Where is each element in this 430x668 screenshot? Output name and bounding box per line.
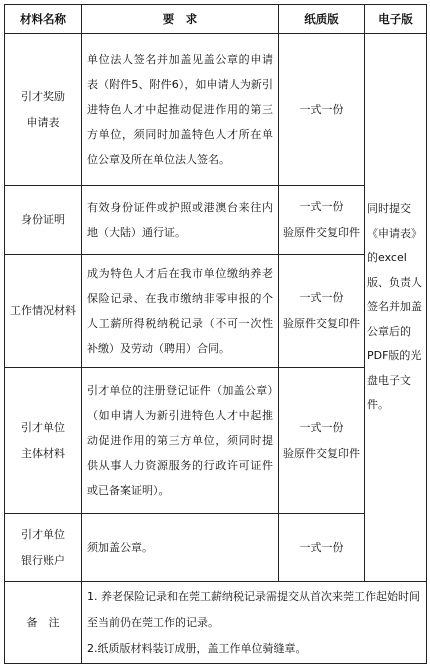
table-row [5, 34, 427, 186]
table-row [5, 368, 427, 514]
paper-line: 验原件交复印件 [283, 226, 360, 239]
requirement-text: 引才单位的注册登记证件（加盖公章）（如申请人为新引进特色人才中起推动促进作用的第三方单位，须同时提供从事人力资源服务的行政许可证件或已备案证明）。 [82, 368, 279, 514]
paper-requirement [279, 514, 365, 582]
notes-content [82, 582, 427, 664]
notes-row [5, 582, 427, 664]
paper-line: 一式一份 [299, 102, 344, 116]
paper-line: 一式一份 [299, 200, 344, 213]
material-name [5, 186, 82, 255]
paper-line: 一式一份 [299, 540, 344, 554]
material-name-line: 银行账户 [21, 553, 65, 567]
paper-line: 一式一份 [299, 291, 344, 304]
material-name-line: 申请表 [26, 115, 60, 129]
paper-requirement [279, 186, 365, 255]
paper-line: 验原件交复印件 [283, 317, 360, 330]
material-name [5, 255, 82, 368]
header-material-name: 材料名称 [5, 5, 82, 34]
material-name-line: 工作情况材料 [10, 304, 76, 317]
requirement-text: 有效身份证件或护照或港澳台来往内地（大陆）通行证。 [82, 186, 279, 255]
requirements-table [4, 4, 427, 664]
electronic-requirement: 同时提交《申请表》的excel版、负责人签名并加盖公章后的PDF版的光盘电子文件。 [365, 34, 427, 582]
material-name-line: 主体材料 [21, 446, 65, 460]
paper-requirement [279, 34, 365, 186]
note-item: 1. 养老保险记录和在莞工薪纳税记录需提交从首次来莞工作起始时间至当前仍在莞工作的记录。 [87, 589, 420, 629]
header-electronic: 电子版 [365, 5, 427, 34]
material-name [5, 368, 82, 514]
notes-label: 备 注 [5, 582, 82, 664]
material-name-line: 引才奖励 [21, 89, 65, 103]
requirement-text: 成为特色人才后在我市单位缴纳养老保险记录、在我市缴纳非零申报的个人工薪所得税纳税记录（不可一次性补缴）及劳动（聘用）合同。 [82, 255, 279, 368]
paper-line: 一式一份 [299, 420, 344, 434]
requirement-text: 须加盖公章。 [82, 514, 279, 582]
material-name [5, 34, 82, 186]
material-name-line: 引才单位 [21, 420, 65, 434]
note-item: 2.纸质版材料装订成册，盖工作单位骑缝章。 [87, 641, 307, 655]
material-name-line: 身份证明 [21, 213, 65, 226]
paper-requirement [279, 368, 365, 514]
table-row [5, 186, 427, 255]
paper-requirement [279, 255, 365, 368]
header-paper: 纸质版 [279, 5, 365, 34]
table-row [5, 514, 427, 582]
requirement-text: 单位法人签名并加盖见盖公章的申请表（附件5、附件6），如申请人为新引进特色人才中起推动促进作用的第三方单位，须同时加盖特色人才所在单位公章及所在单位法人签名。 [82, 34, 279, 186]
header-row [5, 5, 427, 34]
material-name [5, 514, 82, 582]
material-name-line: 引才单位 [21, 527, 65, 541]
header-requirement: 要 求 [82, 5, 279, 34]
table-row [5, 255, 427, 368]
paper-line: 验原件交复印件 [283, 446, 360, 460]
